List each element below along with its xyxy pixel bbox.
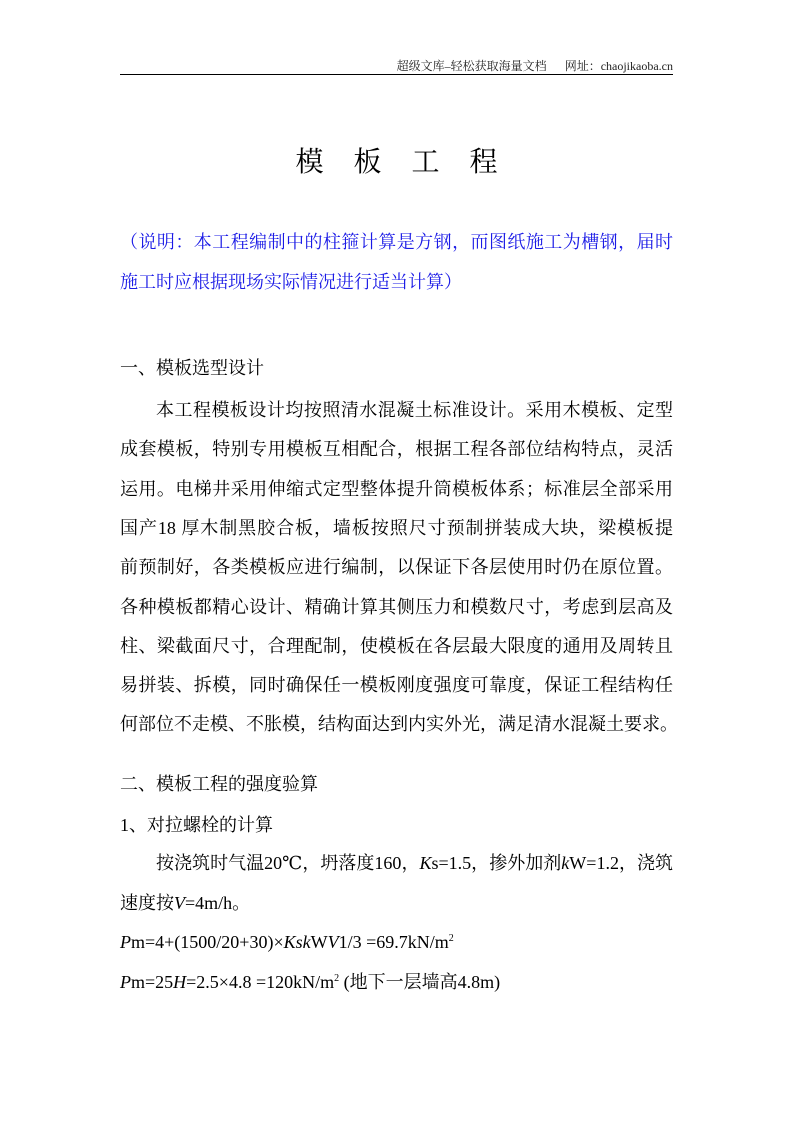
paragraph-line: 易拼装、拆模，同时确保任一模板刚度强度可靠度，保证工程结构任 [120, 675, 673, 695]
text: W=1.2，浇筑 [569, 853, 674, 873]
title-char: 板 [353, 147, 382, 178]
section-heading: 一、模板选型设计 [120, 358, 264, 378]
text: =2.5×4.8 =120kN/m [186, 972, 335, 992]
var: Ks [283, 932, 303, 952]
paragraph-line [120, 851, 673, 875]
var: K [419, 853, 432, 873]
var: H [173, 972, 187, 992]
var: k [302, 932, 311, 952]
note-line: 施工时应根据现场实际情况进行适当计算） [120, 272, 462, 292]
text: m=25 [131, 972, 174, 992]
superscript: 2 [448, 933, 454, 944]
title-char: 工 [411, 147, 440, 178]
paragraph-line [120, 891, 673, 915]
text: s=1.5，掺外加剂 [431, 853, 562, 873]
text: m=4+(1500/20+30)× [131, 932, 284, 952]
text: W [310, 932, 328, 952]
page-header [120, 57, 673, 74]
text: 速度按 [120, 893, 174, 913]
section-heading: 二、模板工程的强度验算 [120, 774, 318, 794]
paragraph-line: 何部位不走模、不胀模，结构面达到内实外光，满足清水混凝土要求。 [120, 714, 678, 734]
header-site-name: 超级文库–轻松获取海量文档 [396, 59, 547, 73]
paragraph-line: 成套模板，特别专用模板互相配合，根据工程各部位结构特点，灵活 [120, 439, 673, 459]
header-rule [120, 74, 673, 75]
var: V [327, 932, 339, 952]
var: P [120, 932, 131, 952]
paragraph-line: 柱、梁截面尺寸，合理配制，使模板在各层最大限度的通用及周转且 [120, 636, 673, 656]
title-char: 程 [469, 147, 498, 178]
page-title [0, 140, 793, 180]
paragraph-line: 本工程模板设计均按照清水混凝土标准设计。采用木模板、定型 [156, 400, 673, 420]
formula-line [120, 930, 673, 954]
paragraph-line: 国产18 厚木制黑胶合板，墙板按照尺寸预制拼装成大块，梁模板提 [120, 518, 673, 538]
paragraph-line: 前预制好，各类模板应进行编制，以保证下各层使用时仍在原位置。 [120, 557, 673, 577]
var: V [174, 893, 185, 913]
paragraph-line: 运用。电梯井采用伸缩式定型整体提升筒模板体系；标准层全部采用 [120, 479, 673, 499]
text: =4m/h。 [185, 893, 251, 913]
note-line: （说明：本工程编制中的柱箍计算是方钢，而图纸施工为槽钢，届时 [120, 232, 673, 252]
subsection-heading: 1、对拉螺栓的计算 [120, 815, 273, 835]
var: P [120, 972, 131, 992]
title-char: 模 [295, 147, 324, 178]
formula-line [120, 970, 673, 994]
var: k [561, 853, 570, 873]
paragraph-line: 各种模板都精心设计、精确计算其侧压力和模数尺寸，考虑到层高及 [120, 597, 673, 617]
superscript: 2 [334, 973, 340, 984]
text: (地下一层墙高4.8m) [339, 972, 501, 992]
text: 按浇筑时气温20℃，坍落度160， [156, 853, 420, 873]
header-url: 网址：chaojikaoba.cn [564, 59, 673, 73]
text: 1/3 =69.7kN/m [338, 932, 449, 952]
